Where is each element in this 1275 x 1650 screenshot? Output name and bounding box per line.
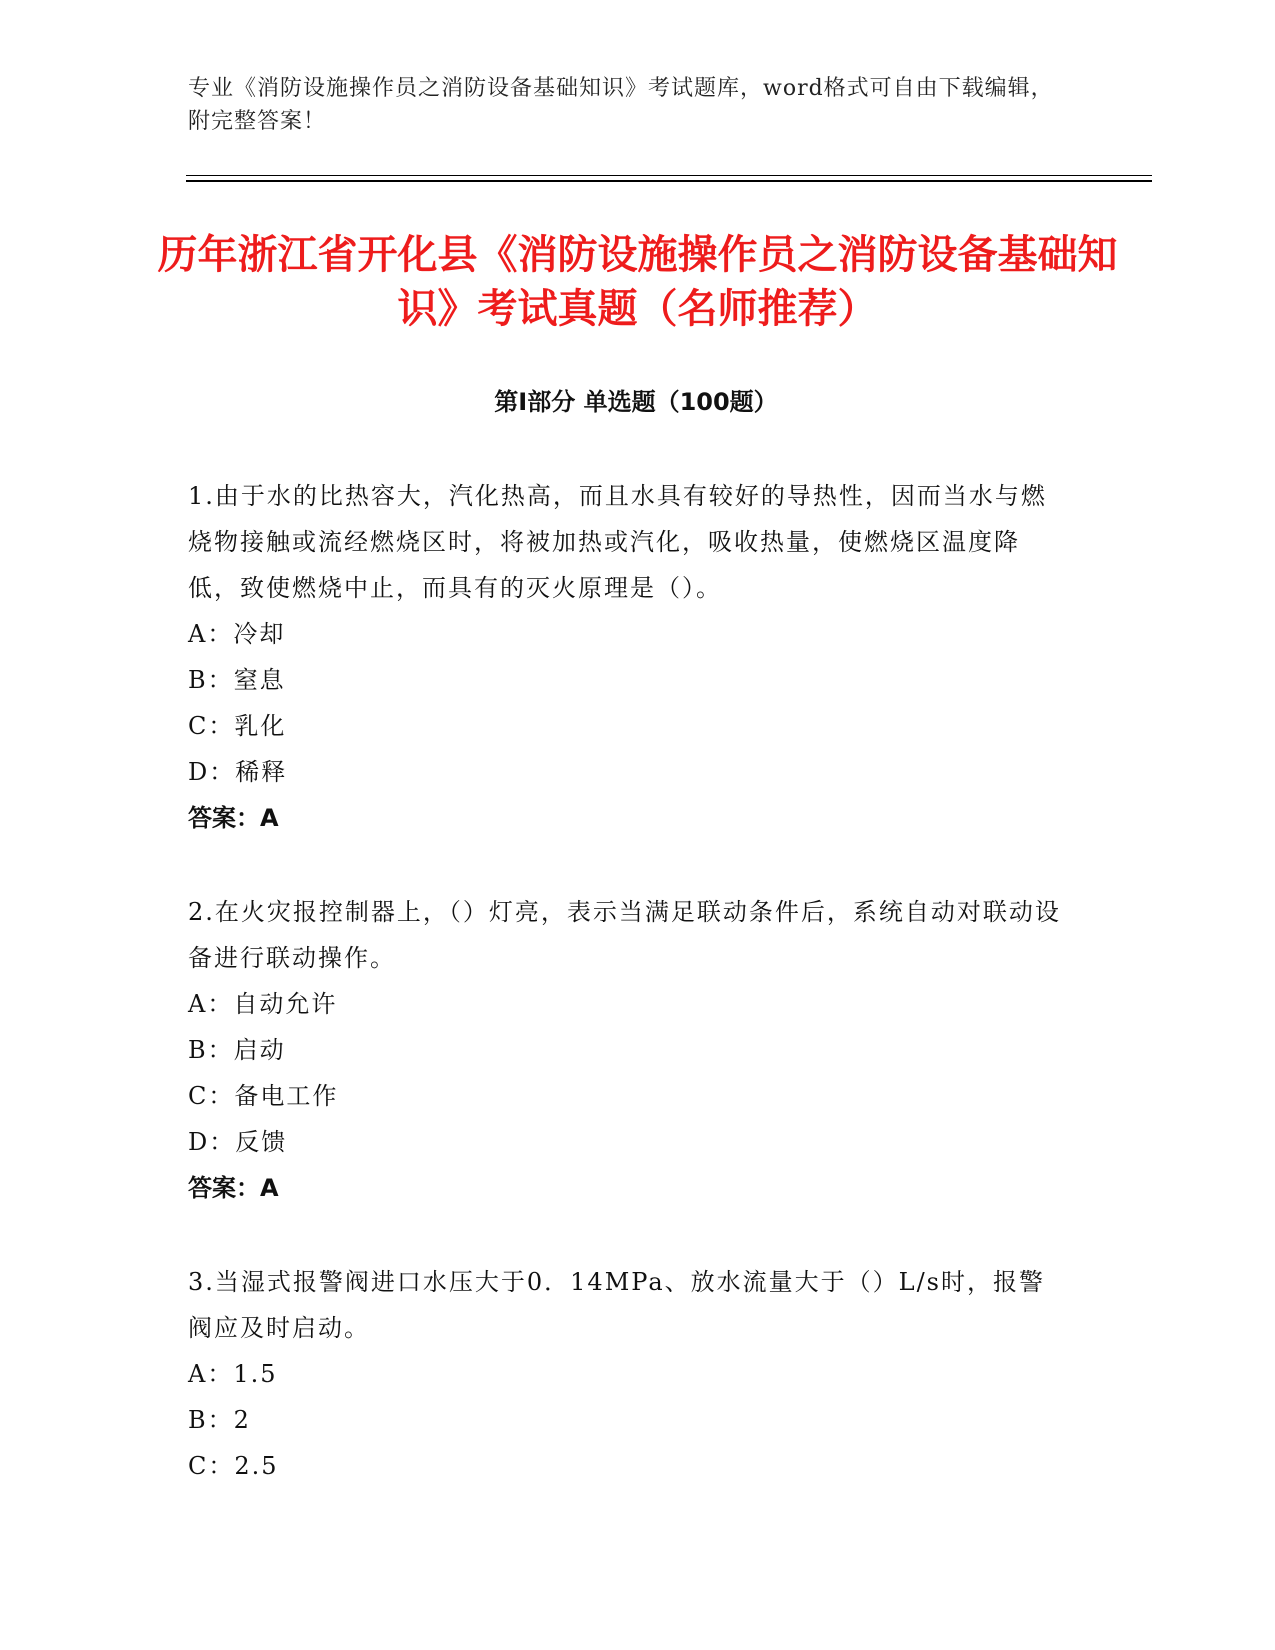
question-stem: 3.当湿式报警阀进口水压大于0．14MPa、放水流量大于（）L/s时，报警阀应及时启动。 xyxy=(188,1268,1045,1342)
question-stem: 1.由于水的比热容大，汽化热高，而且水具有较好的导热性，因而当水与燃烧物接触或流经燃烧区时，将被加热或汽化，吸收热量，使燃烧区温度降低，致使燃烧中止，而具有的灭火原理是（）。 xyxy=(188,482,1047,602)
option-c: C：备电工作 xyxy=(188,1082,339,1110)
document-title: 历年浙江省开化县《消防设施操作员之消防设备基础知识》考试真题（名师推荐） xyxy=(157,232,1118,332)
option-b: B：启动 xyxy=(188,1036,286,1064)
header-divider-thin xyxy=(186,175,1152,176)
question-2 xyxy=(188,889,1068,1211)
option-c: C：乳化 xyxy=(188,712,287,740)
answer-label: 答案：A xyxy=(188,804,279,832)
option-d: D：反馈 xyxy=(188,1128,288,1156)
option-b: B：2 xyxy=(188,1406,251,1434)
option-d: D：稀释 xyxy=(188,758,288,786)
option-a: A：冷却 xyxy=(188,620,286,648)
header-note: 专业《消防设施操作员之消防设备基础知识》考试题库，word格式可自由下载编辑，附完整答案！ xyxy=(188,76,1054,134)
option-a: A：自动允许 xyxy=(188,990,338,1018)
header-divider-thick xyxy=(186,180,1152,182)
question-1 xyxy=(188,473,1068,841)
section-title: 第Ⅰ部分 单选题（100题） xyxy=(494,388,778,416)
option-c: C：2.5 xyxy=(188,1452,279,1480)
answer-label: 答案：A xyxy=(188,1174,279,1202)
option-a: A：1.5 xyxy=(188,1360,278,1388)
option-b: B：窒息 xyxy=(188,666,286,694)
question-3 xyxy=(188,1259,1068,1489)
question-list xyxy=(188,473,1068,1537)
question-stem: 2.在火灾报控制器上，（）灯亮，表示当满足联动条件后，系统自动对联动设备进行联动操作。 xyxy=(188,898,1061,972)
